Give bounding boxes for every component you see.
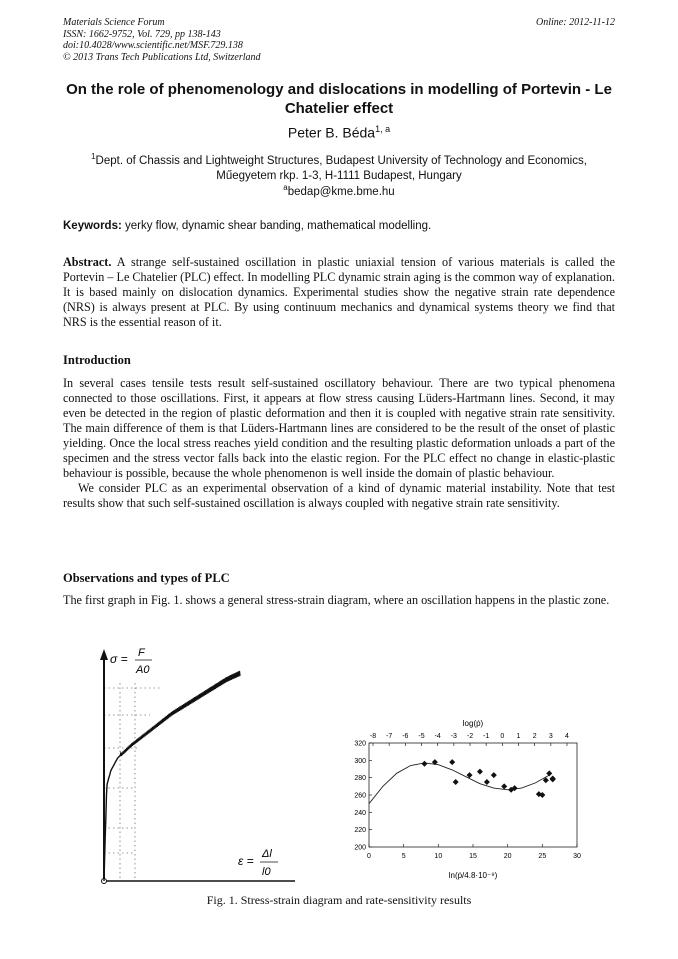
stress-strain-curve (104, 671, 240, 881)
x-tick-label: 15 (469, 853, 477, 860)
top-tick-label: -6 (402, 733, 409, 740)
top-tick-label: -2 (466, 733, 474, 740)
email (63, 183, 615, 198)
observations-paragraph-1: The first graph in Fig. 1. shows a general stress-strain diagram, where an oscillation happens in the plastic zone. (63, 593, 610, 607)
introduction-paragraph-1: In several cases tensile tests result self-sustained oscillatory behaviour. There are two typical phenomena connected to those oscillations. First, it appears at flow stress causing Lüders-Hartmann lines. Second, it may even be detected in the region of plastic deformation and then it is coupled with negative strain rate sensitivity. The main difference of them is that Lüders-Hartmann lines are considered to be the result of the onset of plastic yielding. Once the local stress reaches yield condition and the resulting plastic deformation unloads a part of the specimen and the stress vector falls back into the elastic region. For the PLC effect no change in elastic-plastic behaviour is possible, because the whole phenomenon is well inside the domain of plastic behaviour. (63, 376, 615, 480)
stress-axis-num: F (138, 647, 145, 659)
figure-caption: Fig. 1. Stress-strain diagram and rate-sensitivity results (206, 893, 472, 907)
data-point (477, 769, 483, 775)
x-tick-label: 30 (573, 853, 581, 860)
strain-axis-label: ε = (238, 854, 254, 868)
stress-strain-chart (90, 643, 310, 888)
paper-title: On the role of phenomenology and dislocations in modelling of Portevin - Le Chatelier effect (66, 81, 612, 117)
y-tick-label: 200 (354, 844, 366, 852)
top-tick-label: -3 (450, 733, 457, 740)
rate-sensitivity-chart (335, 715, 585, 890)
y-tick-label: 280 (354, 775, 366, 783)
y-tick-label: 260 (354, 792, 366, 800)
x-tick-label: 0 (367, 853, 371, 860)
author-name: Peter B. Béda (287, 124, 376, 141)
online-date: Online: 2012-11-12 (536, 17, 615, 28)
abstract (63, 255, 615, 330)
copyright: © 2013 Trans Tech Publications Ltd, Switzerland (63, 51, 261, 63)
keywords-text: yerky flow, dynamic shear banding, mathematical modelling. (125, 220, 432, 232)
top-tick-label: -1 (483, 733, 490, 740)
affiliation (63, 149, 615, 184)
y-tick-label: 240 (354, 809, 366, 817)
keywords-label: Keywords: (63, 220, 122, 232)
abstract-text: A strange self-sustained oscillation in plastic uniaxial tension of various materials is called the Portevin – Le Chatelier (PLC) effect. In modelling PLC dynamic strain aging is the common way of explanation. It is based mainly on dislocation dynamics. Experimental studies show the negative strain rate dependence (NRS) is always present at PLC. By using continuum mechanics and dynamical systems theory we find that NRS is the essential reason of it. (63, 255, 615, 329)
y-tick-label: 320 (354, 740, 366, 748)
top-tick-label: -7 (386, 733, 393, 740)
affiliation-text: Dept. of Chassis and Lightweight Structures, Budapest University of Technology and Economics, Műegyetem rkp. 1-3, H-1111 Budapest, Hungary (95, 154, 587, 182)
doi: doi:10.4028/www.scientific.net/MSF.729.138 (63, 40, 243, 51)
journal-name: Materials Science Forum (63, 17, 165, 28)
stress-axis-label: σ = (110, 652, 128, 666)
fit-curve (369, 763, 549, 804)
data-point (453, 779, 459, 785)
data-point (491, 772, 497, 778)
top-axis-label: log(ṗ) (462, 719, 484, 728)
data-point (484, 779, 490, 785)
top-tick-label: -4 (434, 733, 441, 740)
y-tick-label: 220 (354, 827, 366, 835)
issn: ISSN: 1662-9752, Vol. 729, pp 138-143 (63, 28, 221, 40)
data-point (550, 776, 556, 782)
author (60, 124, 618, 141)
data-point (421, 761, 427, 767)
data-point (546, 770, 552, 776)
data-point (501, 783, 507, 789)
top-tick-label: 1 (516, 733, 521, 740)
top-tick-label: 3 (548, 733, 553, 740)
top-tick-label: 0 (500, 733, 505, 740)
x-tick-label: 20 (503, 853, 512, 860)
top-tick-label: -5 (418, 733, 425, 740)
observations-heading: Observations and types of PLC (63, 571, 230, 585)
top-tick-label: -8 (369, 733, 377, 740)
journal-header (63, 17, 261, 63)
x-tick-label: 5 (401, 853, 406, 860)
stress-axis-den: A0 (136, 664, 150, 676)
email-sup: a (283, 183, 288, 192)
x-tick-label: 10 (434, 853, 443, 860)
email-address[interactable]: bedap@kme.bme.hu (287, 185, 395, 198)
x-tick-label: 25 (538, 853, 547, 860)
top-tick-label: 2 (532, 733, 537, 740)
keywords (63, 220, 615, 232)
strain-axis-num: Δl (262, 848, 272, 860)
affiliation-sup: 1 (91, 152, 96, 161)
top-tick-label: 4 (565, 733, 569, 740)
x-axis-label: ln(ṗ/4.8·10⁻⁹) (448, 871, 498, 880)
data-point (449, 759, 455, 765)
author-sup: 1, a (375, 124, 391, 134)
introduction-body (63, 376, 615, 511)
introduction-paragraph-2: We consider PLC as an experimental observation of a kind of dynamic material instability. Note that test results show that such self-sustained oscillation is always coupled with negative strain rate sensitivity. (63, 481, 615, 510)
abstract-label: Abstract. (63, 255, 112, 269)
strain-axis-den: l0 (262, 866, 271, 878)
y-tick-label: 300 (354, 757, 366, 765)
introduction-heading: Introduction (63, 353, 131, 367)
